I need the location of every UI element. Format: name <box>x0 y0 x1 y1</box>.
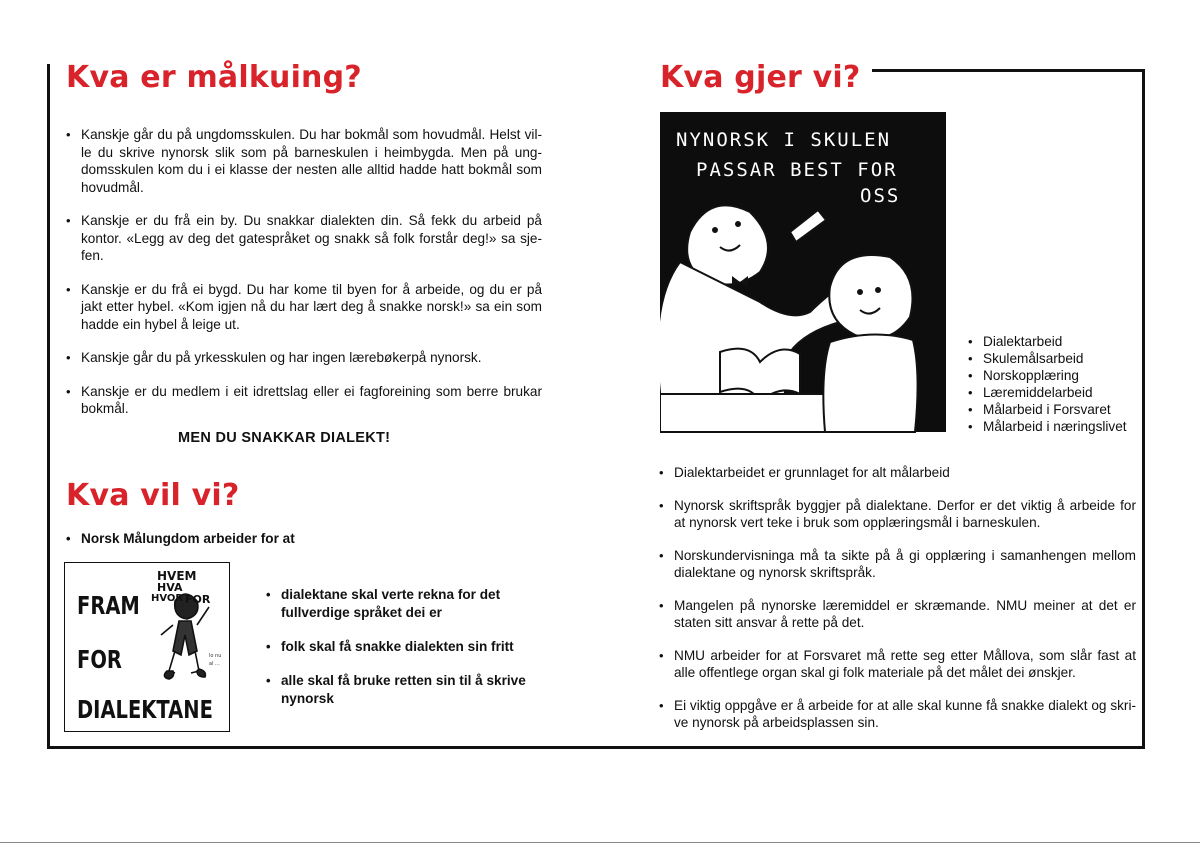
chalkboard-line-3: OSS <box>860 185 901 207</box>
list-item: • Kanskje er du frå ein by. Du snakkar dialekten din. Så fekk du arbeid på kontor. «Legg av deg det gatespråket og snakk så folk forstår deg!» sa sje-fen. <box>66 212 542 265</box>
poster-line-fram: FRAM <box>77 591 140 620</box>
chalkboard-line-1: NYNORSK I SKULEN <box>676 129 892 151</box>
conclusion-text: MEN DU SNAKKAR DIALEKT! <box>178 430 391 446</box>
work-area-item: • Målarbeid i næringslivet <box>968 418 1148 435</box>
list-item: • Kanskje går du på ungdomsskulen. Du har bokmål som hovudmål. Helst vil-le du skrive nynorsk slik som på barneskulen i heimbygda. Men på ung-domsskulen kom du i ei klasse der nesten alle alltid hadde hatt bokmål som hovudmål. <box>66 126 542 196</box>
top-right-rule <box>872 69 1145 72</box>
intro-item: • Norsk Målungdom arbeider for at <box>66 530 366 548</box>
heading-kva-gjer-vi: Kva gjer vi? <box>660 60 861 95</box>
list-item: • Kanskje går du på yrkesskulen og har ingen lærebøkerpå nynorsk. <box>66 349 542 367</box>
svg-text:al ...: al ... <box>209 661 220 667</box>
list-item: • NMU arbeider for at Forsvaret må rette seg etter Mållova, som slår fast at alle offentlege organ skal gi folk materiale på det målet dei ønskjer. <box>659 647 1136 682</box>
list-item: • Norskundervisninga må ta sikte på å gi opplæring i samanhengen mellom dialektane og nynorsk skriftspråk. <box>659 547 1136 582</box>
work-area-item: • Læremiddelarbeid <box>968 384 1148 401</box>
heading-kva-vil-vi: Kva vil vi? <box>66 478 240 513</box>
goal-item: • alle skal få bruke retten sin til å skrive nynorsk <box>266 672 542 708</box>
page-edge-line <box>0 842 1200 843</box>
poster-sign-hva: HVA <box>157 581 183 594</box>
list-item: • Mangelen på nynorske læremiddel er skræmande. NMU meiner at det er staten sitt ansvar å rette på det. <box>659 597 1136 632</box>
goals-list <box>266 586 542 724</box>
intro-list <box>66 530 366 564</box>
left-vertical-rule <box>47 64 50 746</box>
gjer-vi-list <box>659 464 1136 747</box>
list-item: • Nynorsk skriftspråk byggjer på dialektane. Derfor er det viktig å arbeide for at nynorsk vert teke i bruk som opplæringsmål i barneskulen. <box>659 497 1136 532</box>
list-item: • Kanskje er du frå ei bygd. Du har kome til byen for å arbeide, og du er på jakt etter hybel. «Kom igjen nå du har lært deg å snakke norsk!» sa ein som hadde ein hybel å leige ut. <box>66 281 542 334</box>
malkuing-list <box>66 126 542 434</box>
work-area-item: • Målarbeid i Forsvaret <box>968 401 1148 418</box>
work-area-item: • Norskopplæring <box>968 367 1148 384</box>
chalkboard-line-2: PASSAR BEST FOR <box>696 159 898 181</box>
poster-image <box>64 562 230 732</box>
poster-line-dialektane: DIALEKTANE <box>77 695 213 724</box>
poster-sign-hvor: HVOR <box>151 593 184 604</box>
work-area-item: • Dialektarbeid <box>968 333 1148 350</box>
teacher-chalkboard-illustration <box>660 112 950 437</box>
poster-sign-hvem: HVEM <box>157 569 197 583</box>
list-item: • Dialektarbeidet er grunnlaget for alt målarbeid <box>659 464 1136 482</box>
poster-sign-for: FOR <box>185 593 211 606</box>
svg-text:lo nu: lo nu <box>209 653 222 659</box>
list-item: • Kanskje er du medlem i eit idrettslag eller ei fagforeining som berre brukar bokmål. <box>66 383 542 418</box>
goal-item: • folk skal få snakke dialekten sin fritt <box>266 638 542 656</box>
poster-line-for: FOR <box>77 645 122 674</box>
list-item: • Ei viktig oppgåve er å arbeide for at alle skal kunne få snakke dialekt og skri-ve nynorsk på arbeidsplassen sin. <box>659 697 1136 732</box>
goal-item: • dialektane skal verte rekna for det fullverdige språket dei er <box>266 586 542 622</box>
work-area-item: • Skulemålsarbeid <box>968 350 1148 367</box>
work-areas-list <box>968 333 1148 435</box>
heading-kva-er-malkuing: Kva er målkuing? <box>66 60 362 95</box>
